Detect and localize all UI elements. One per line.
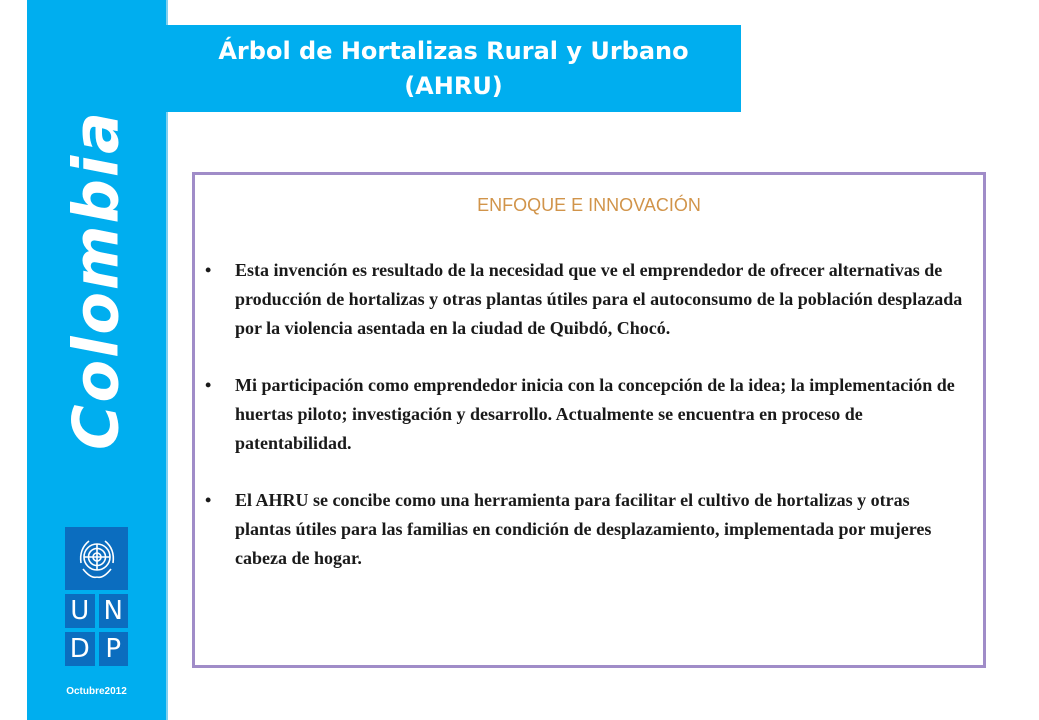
bullet-text: El AHRU se concibe como una herramienta para facilitar el cultivo de hortalizas y otras plantas útiles para las familias en condición de desplazamiento, implementada por mujeres cabeza de hogar. [235,490,932,568]
bullet-icon: • [205,375,212,395]
bullet-item [205,371,963,458]
title-line-2: (AHRU) [404,71,503,100]
logo-letter-u: U [65,594,95,628]
undp-logo [65,527,128,666]
logo-letter-n: N [99,594,129,628]
bullet-text: Mi participación como emprendedor inicia con la concepción de la idea; la implementación de huertas piloto; investigación y desarrollo. Actualmente se encuentra en proceso de patentabilidad. [235,375,955,453]
content-box [192,172,986,668]
country-label: Colombia [59,109,133,451]
bullet-text: Esta invención es resultado de la necesidad que ve el emprendedor de ofrecer alternativas de producción de hortalizas y otras plantas útiles para el autoconsumo de la población desplazada por la violencia asentada en la ciudad de Quibdó, Chocó. [235,260,963,338]
undp-letter-grid [65,594,128,666]
bullet-list [195,256,983,573]
title-line-1: Árbol de Hortalizas Rural y Urbano [218,36,689,65]
bullet-icon: • [205,490,212,510]
section-heading: ENFOQUE E INNOVACIÓN [477,195,701,215]
un-emblem-icon [65,527,128,590]
date-label: Octubre2012 [66,686,127,697]
title-banner [166,25,741,112]
bullet-icon: • [205,260,212,280]
bullet-item [205,486,963,573]
logo-letter-p: P [99,632,129,666]
logo-letter-d: D [65,632,95,666]
bullet-item [205,256,963,343]
